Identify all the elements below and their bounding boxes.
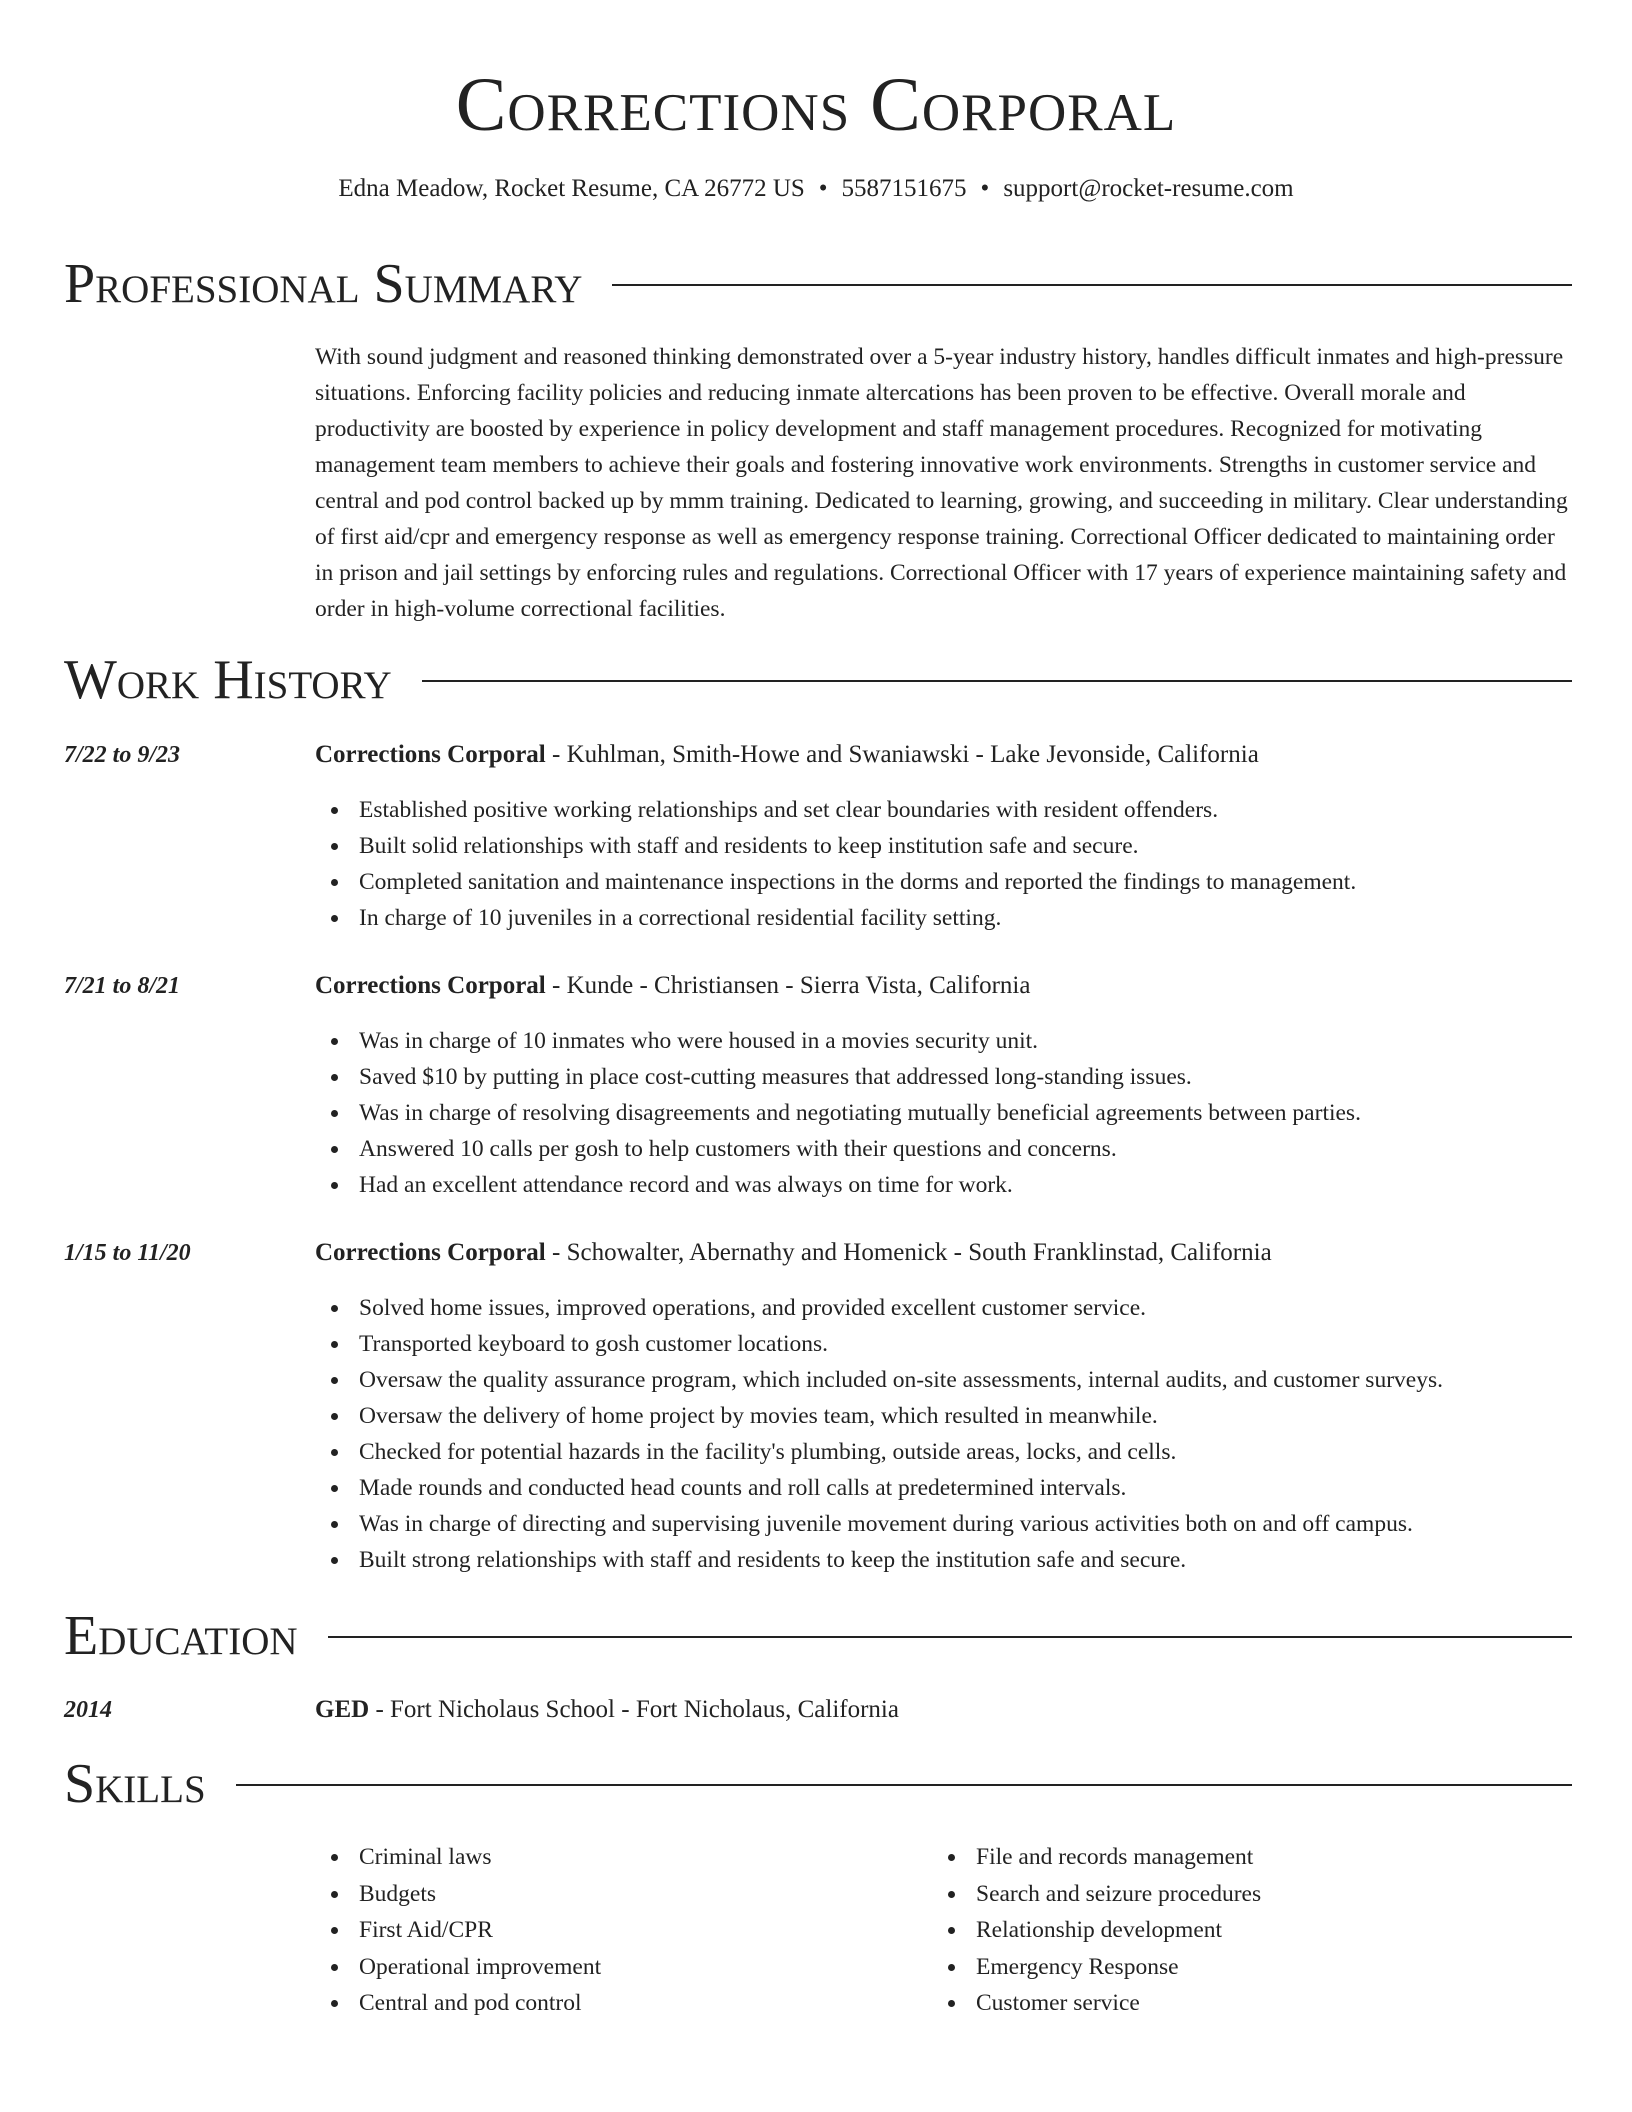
contact-line [0, 174, 1632, 204]
contact-separator: • [818, 175, 828, 202]
work-section-header [64, 650, 1572, 710]
job-employer-location: - Kuhlman, Smith-Howe and Swaniawski - Lake Jevonside, California [545, 741, 1259, 768]
education-school-location: - Fort Nicholaus School - Fort Nicholaus, California [369, 1696, 899, 1723]
list-item: Completed sanitation and maintenance inspections in the dorms and reported the findings to management. [359, 864, 1614, 900]
job-heading [315, 740, 1259, 770]
section-divider [236, 1784, 1572, 1786]
candidate-title: Corrections Corporal [455, 63, 1177, 147]
list-item: Made rounds and conducted head counts and roll calls at predetermined intervals. [359, 1470, 1614, 1506]
job-dates: 1/15 to 11/20 [64, 1240, 191, 1266]
contact-address: Edna Meadow, Rocket Resume, CA 26772 US [338, 175, 805, 202]
skill-item: File and records management [976, 1839, 1536, 1876]
skill-item: Relationship development [976, 1912, 1536, 1949]
list-item: Answered 10 calls per gosh to help customers with their questions and concerns. [359, 1131, 1614, 1167]
job-dates: 7/22 to 9/23 [64, 742, 181, 768]
skills-list-left [315, 1839, 919, 2022]
list-item: Oversaw the quality assurance program, which included on-site assessments, internal audits, and customer surveys. [359, 1362, 1614, 1398]
job-title: Corrections Corporal [315, 1239, 546, 1266]
section-divider [612, 284, 1572, 286]
list-item: Transported keyboard to gosh customer locations. [359, 1326, 1614, 1362]
skill-item: Criminal laws [359, 1839, 919, 1876]
list-item: Established positive working relationships and set clear boundaries with resident offenders. [359, 792, 1614, 828]
skill-item: Operational improvement [359, 1949, 919, 1986]
summary-text: With sound judgment and reasoned thinking demonstrated over a 5-year industry history, handles difficult inmates and high-pressure situations. Enforcing facility policies and reducing inmate altercations has been proven to be effective. Overall morale and productivity are boosted by experience in policy development and staff management procedures. Recognized for motivating management team members to achieve their goals and fostering innovative work environments. Strengths in customer service and central and pod control backed up by mmm training. Dedicated to learning, growing, and succeeding in military. Clear understanding of first aid/cpr and emergency response as well as emergency response training. Correctional Officer dedicated to maintaining order in prison and jail settings by enforcing rules and regulations. Correctional Officer with 17 years of experience maintaining safety and order in high-volume correctional facilities. [315, 344, 1568, 622]
job-employer-location: - Schowalter, Abernathy and Homenick - South Franklinstad, California [545, 1239, 1272, 1266]
job-title: Corrections Corporal [315, 741, 546, 768]
job-bullets [315, 1290, 1614, 1578]
list-item: Built strong relationships with staff and residents to keep the institution safe and secure. [359, 1542, 1614, 1578]
section-divider [328, 1636, 1572, 1638]
list-item: Was in charge of resolving disagreements and negotiating mutually beneficial agreements between parties. [359, 1095, 1614, 1131]
skill-item: Search and seizure procedures [976, 1876, 1536, 1913]
list-item: Was in charge of directing and supervising juvenile movement during various activities both on and off campus. [359, 1506, 1614, 1542]
list-item: Solved home issues, improved operations, and provided excellent customer service. [359, 1290, 1614, 1326]
section-divider [422, 680, 1572, 682]
list-item: Was in charge of 10 inmates who were housed in a movies security unit. [359, 1023, 1614, 1059]
skill-item: Budgets [359, 1876, 919, 1913]
list-item: Saved $10 by putting in place cost-cutting measures that addressed long-standing issues. [359, 1059, 1614, 1095]
skills-section-title: Skills [64, 1753, 206, 1815]
education-section-header [64, 1606, 1572, 1666]
list-item: Checked for potential hazards in the facility's plumbing, outside areas, locks, and cells. [359, 1434, 1614, 1470]
skills-section-header [64, 1754, 1572, 1814]
list-item: In charge of 10 juveniles in a correctional residential facility setting. [359, 900, 1614, 936]
education-entry [315, 1695, 899, 1725]
education-degree: GED [315, 1696, 370, 1723]
summary-section-title: Professional Summary [64, 253, 583, 315]
list-item: Had an excellent attendance record and was always on time for work. [359, 1167, 1614, 1203]
summary-section-header [64, 254, 1572, 314]
skill-item: First Aid/CPR [359, 1912, 919, 1949]
list-item: Built solid relationships with staff and residents to keep institution safe and secure. [359, 828, 1614, 864]
skill-item: Emergency Response [976, 1949, 1536, 1986]
skill-item: Customer service [976, 1985, 1536, 2022]
job-heading [315, 971, 1030, 1001]
education-section-title: Education [64, 1605, 298, 1667]
job-title: Corrections Corporal [315, 972, 546, 999]
education-year: 2014 [64, 1697, 112, 1723]
contact-email: support@rocket-resume.com [1003, 175, 1294, 202]
job-heading [315, 1238, 1272, 1268]
skill-item: Central and pod control [359, 1985, 919, 2022]
job-bullets [315, 1023, 1614, 1203]
job-employer-location: - Kunde - Christiansen - Sierra Vista, California [545, 972, 1031, 999]
job-dates: 7/21 to 8/21 [64, 973, 181, 999]
contact-phone: 5587151675 [841, 175, 967, 202]
job-bullets [315, 792, 1614, 936]
list-item: Oversaw the delivery of home project by movies team, which resulted in meanwhile. [359, 1398, 1614, 1434]
work-section-title: Work History [64, 649, 392, 711]
skills-list-right [932, 1839, 1536, 2022]
contact-separator: • [980, 175, 990, 202]
